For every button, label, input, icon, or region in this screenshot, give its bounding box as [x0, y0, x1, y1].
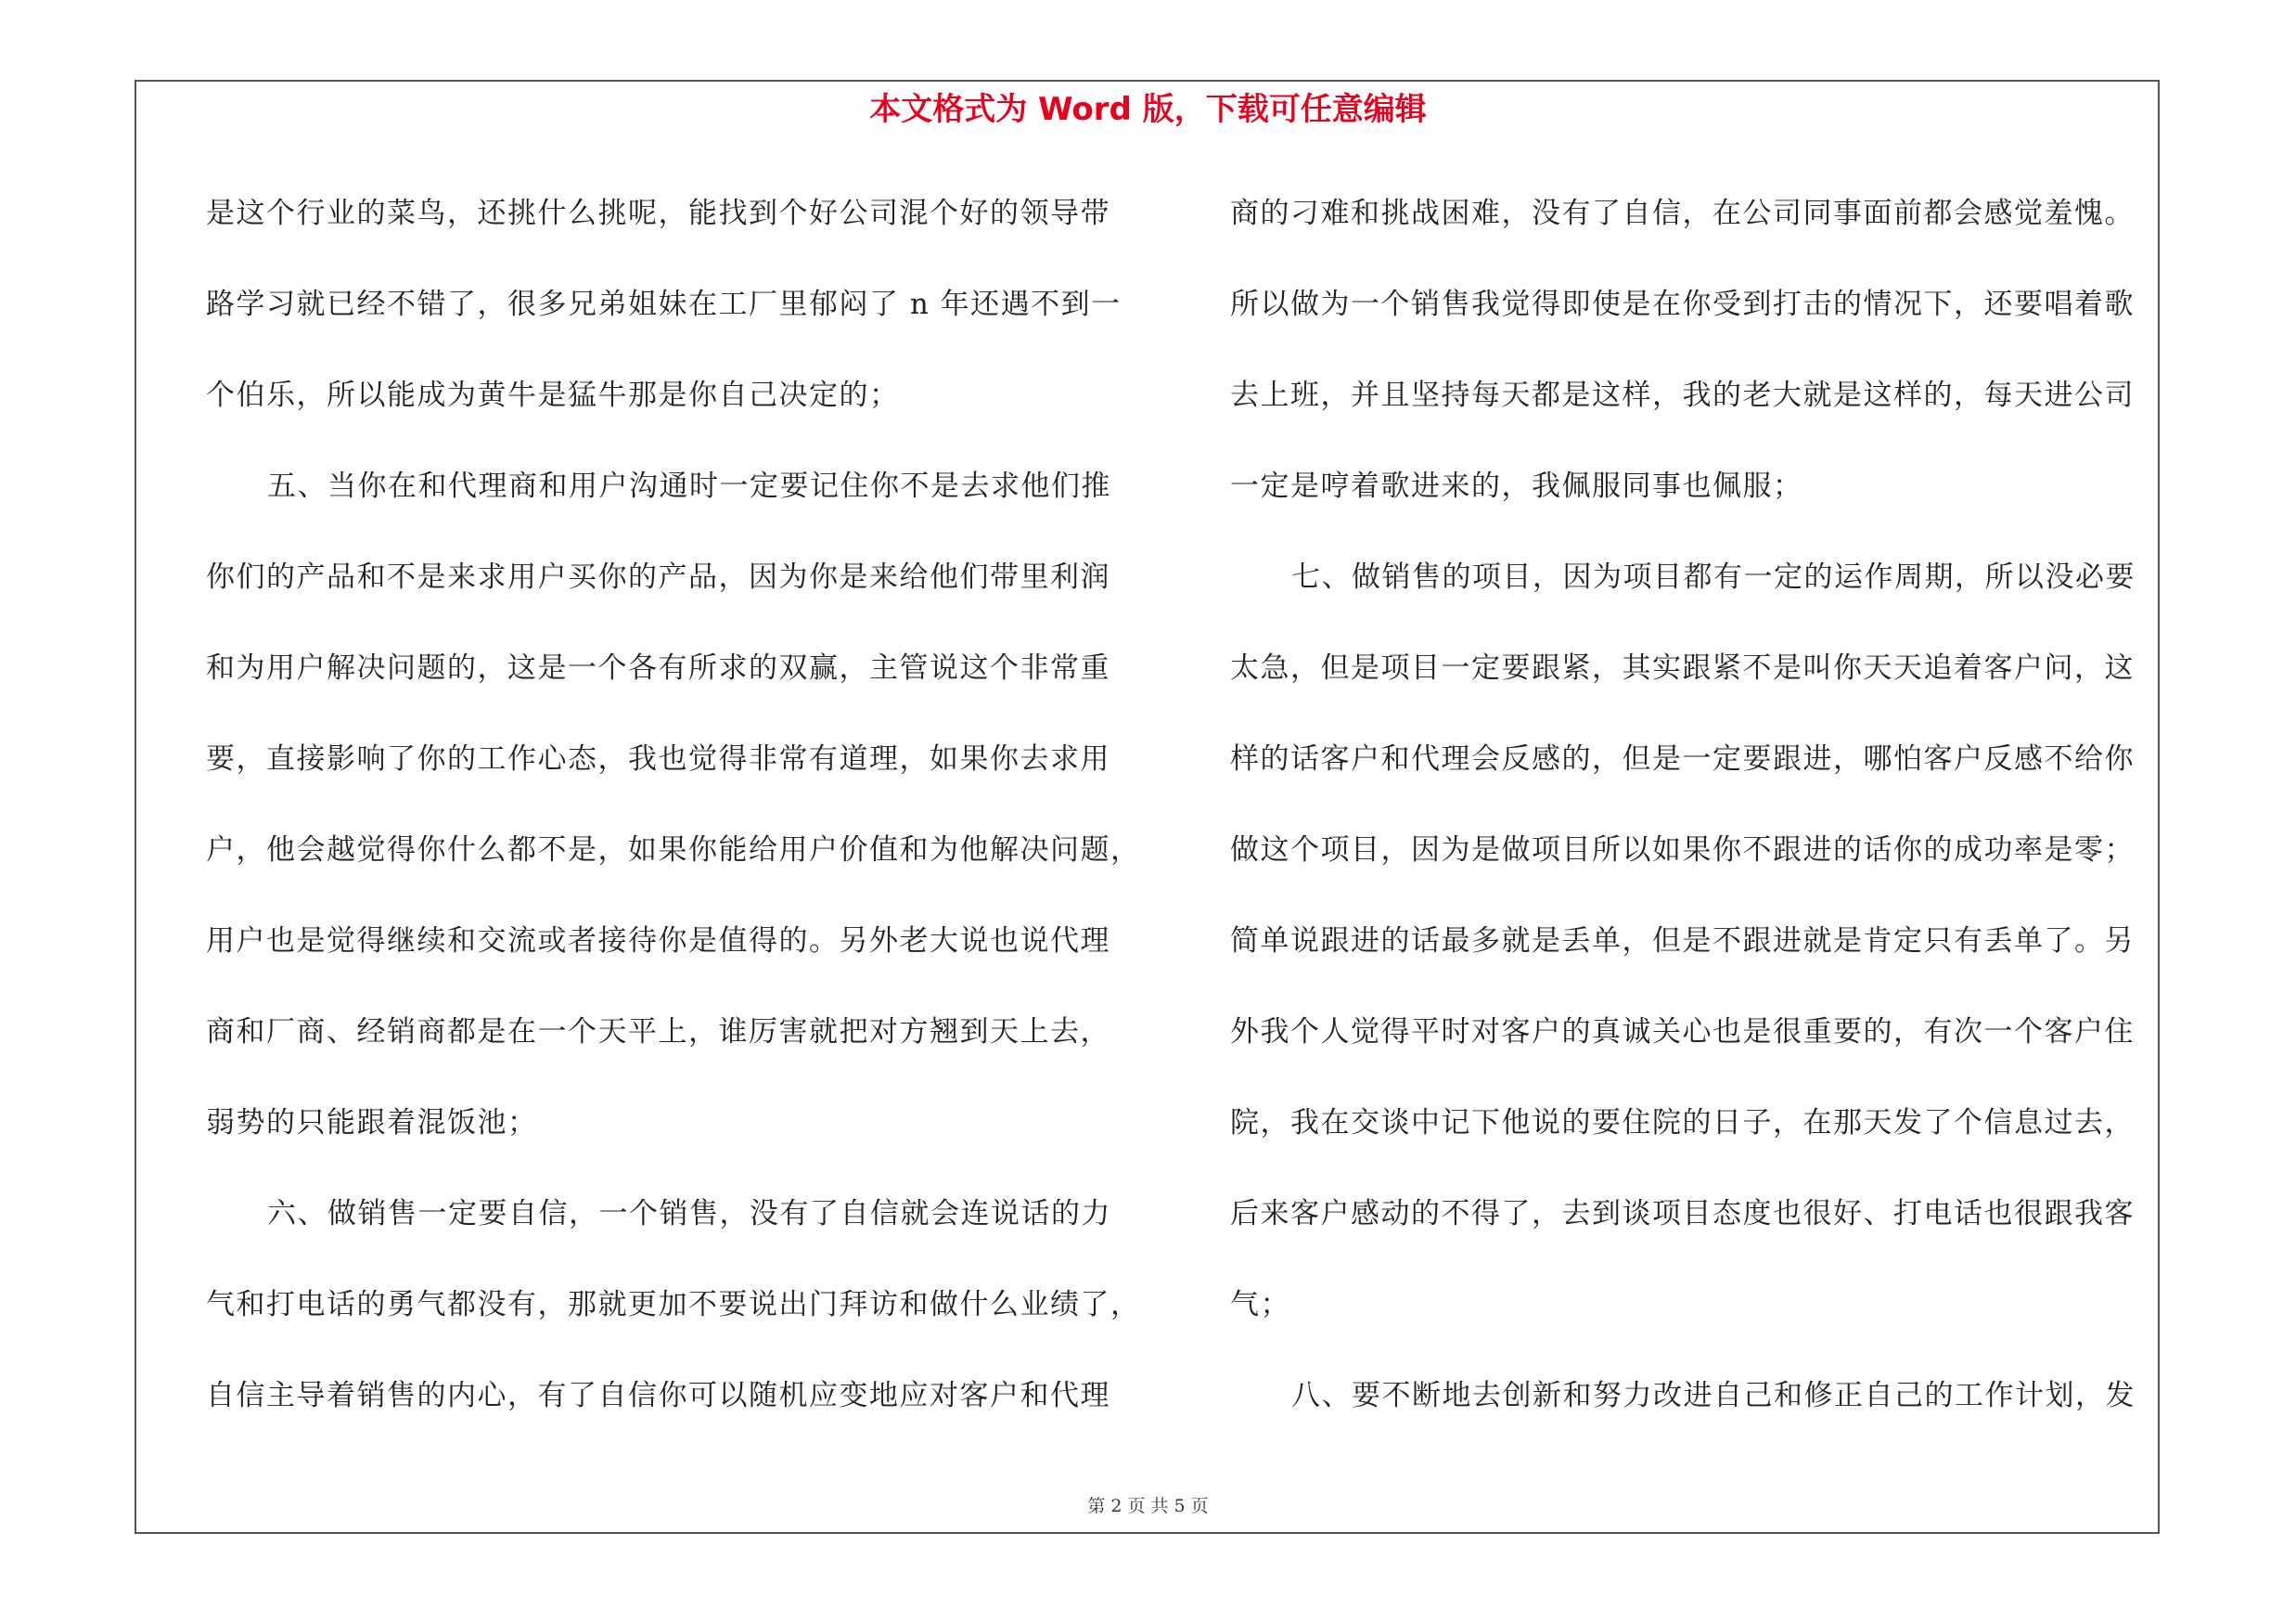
text-line: 路学习就已经不错了，很多兄弟姐妹在工厂里郁闷了 n 年还遇不到一: [206, 288, 1122, 321]
text-line: 你们的产品和不是来求用户买你的产品，因为你是来给他们带里利润: [206, 560, 1110, 594]
text-line: 太急，但是项目一定要跟紧，其实跟紧不是叫你天天追着客户问，这: [1230, 651, 2135, 685]
text-line: 做这个项目，因为是做项目所以如果你不跟进的话你的成功率是零；: [1230, 833, 2135, 867]
text-line: 自信主导着销售的内心，有了自信你可以随机应变地应对客户和代理: [206, 1379, 1110, 1412]
text-line: 是这个行业的菜鸟，还挑什么挑呢，能找到个好公司混个好的领导带: [206, 197, 1110, 230]
text-line: 和为用户解决问题的，这是一个各有所求的双赢，主管说这个非常重: [206, 651, 1110, 685]
text-line: 样的话客户和代理会反感的，但是一定要跟进，哪怕客户反感不给你: [1230, 742, 2135, 776]
paragraph-start-line: 七、做销售的项目，因为项目都有一定的运作周期，所以没必要: [1291, 560, 2136, 594]
paragraph-start-line: 六、做销售一定要自信，一个销售，没有了自信就会连说话的力: [267, 1197, 1111, 1230]
text-line: 弱势的只能跟着混饭池；: [206, 1106, 538, 1140]
text-line: 商的刁难和挑战困难，没有了自信，在公司同事面前都会感觉羞愧。: [1230, 197, 2135, 230]
text-line: 商和厂商、经销商都是在一个天平上，谁厉害就把对方翘到天上去，: [206, 1015, 1110, 1049]
text-line: 气和打电话的勇气都没有，那就更加不要说出门拜访和做什么业绩了，: [206, 1288, 1141, 1321]
text-line: 个伯乐，所以能成为黄牛是猛牛那是你自己决定的；: [206, 379, 900, 412]
page-number: 第 2 页 共 5 页: [1087, 1496, 1209, 1516]
text-line: 要，直接影响了你的工作心态，我也觉得非常有道理，如果你去求用: [206, 742, 1110, 776]
paragraph-start-line: 八、要不断地去创新和努力改进自己和修正自己的工作计划，发: [1291, 1379, 2136, 1412]
text-line: 用户也是觉得继续和交流或者接待你是值得的。另外老大说也说代理: [206, 924, 1110, 958]
text-line: 后来客户感动的不得了，去到谈项目态度也很好、打电话也很跟我客: [1230, 1197, 2135, 1230]
header-banner: 本文格式为 Word 版，下载可任意编辑: [869, 91, 1427, 128]
text-line: 一定是哼着歌进来的，我佩服同事也佩服；: [1230, 470, 1803, 503]
text-line: 所以做为一个销售我觉得即使是在你受到打击的情况下，还要唱着歌: [1230, 288, 2135, 321]
text-line: 院，我在交谈中记下他说的要住院的日子，在那天发了个信息过去，: [1230, 1106, 2135, 1140]
text-line: 外我个人觉得平时对客户的真诚关心也是很重要的，有次一个客户住: [1230, 1015, 2135, 1049]
text-line: 气；: [1230, 1288, 1290, 1321]
text-line: 简单说跟进的话最多就是丢单，但是不跟进就是肯定只有丢单了。另: [1230, 924, 2135, 958]
paragraph-start-line: 五、当你在和代理商和用户沟通时一定要记住你不是去求他们推: [267, 470, 1111, 503]
text-line: 去上班，并且坚持每天都是这样，我的老大就是这样的，每天进公司: [1230, 379, 2135, 412]
text-line: 户，他会越觉得你什么都不是，如果你能给用户价值和为他解决问题，: [206, 833, 1141, 867]
